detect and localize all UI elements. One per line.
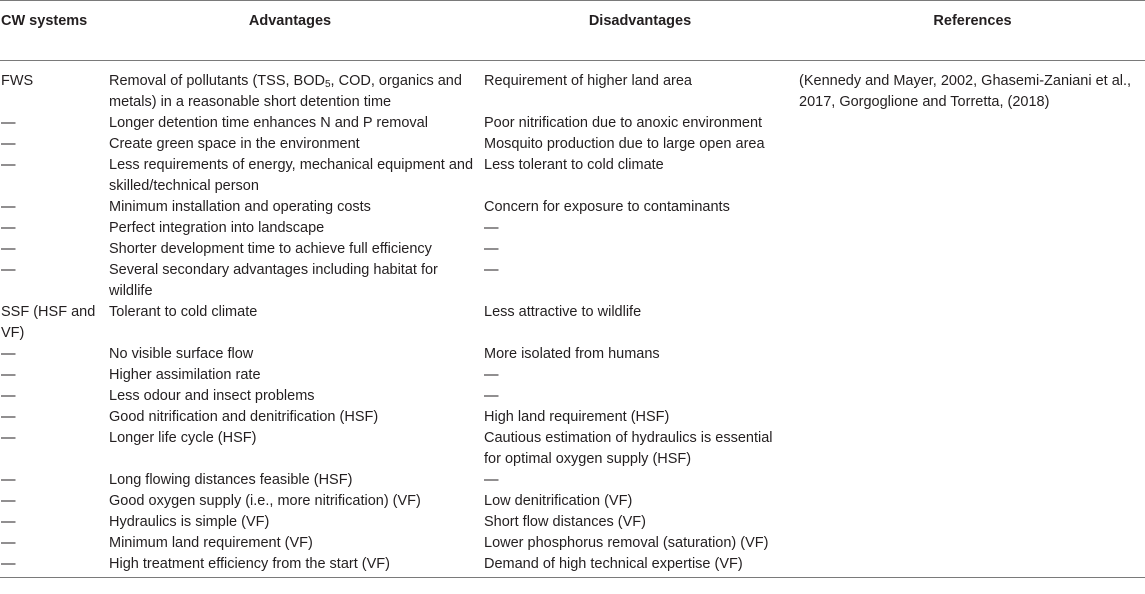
table-row <box>0 407 1145 428</box>
cell-advantage: Tolerant to cold climate <box>109 304 258 320</box>
cell-disadvantage: Lower phosphorus removal (saturation) (VF) <box>484 535 769 551</box>
table-row <box>0 197 1145 218</box>
cell-disadvantage: Short flow distances (VF) <box>484 514 646 530</box>
cell-disadvantage: Requirement of higher land area <box>484 73 692 89</box>
cell-cw-system: — <box>1 241 16 257</box>
cell-cw-system: — <box>1 388 16 404</box>
cell-advantage: No visible surface flow <box>109 346 254 362</box>
cell-cw-system: — <box>1 346 16 362</box>
table-row <box>0 71 1145 113</box>
cell-cw-system: — <box>1 220 16 236</box>
cell-advantage: Minimum land requirement (VF) <box>109 535 313 551</box>
cell-disadvantage: Mosquito production due to large open area <box>484 136 765 152</box>
cell-cw-system: — <box>1 514 16 530</box>
cell-advantage: Less requirements of energy, mechanical equipment and skilled/technical person <box>109 157 474 194</box>
cell-cw-system: FWS <box>1 73 34 89</box>
cell-advantage: Several secondary advantages including habitat for wildlife <box>109 262 438 299</box>
table-bottom-rule <box>0 577 1145 578</box>
table-header <box>0 0 1145 61</box>
header-advantages: Advantages <box>248 13 332 29</box>
cell-cw-system: — <box>1 493 16 509</box>
cell-advantage: Higher assimilation rate <box>109 367 261 383</box>
cell-cw-system: — <box>1 430 16 446</box>
cell-cw-system: — <box>1 535 16 551</box>
cell-disadvantage: High land requirement (HSF) <box>484 409 670 425</box>
cell-advantage: Good nitrification and denitrification (HSF) <box>109 409 379 425</box>
cell-disadvantage: More isolated from humans <box>484 346 660 362</box>
cell-disadvantage: Less attractive to wildlife <box>484 304 642 320</box>
cell-advantage: Long flowing distances feasible (HSF) <box>109 472 353 488</box>
cell-advantage: Longer life cycle (HSF) <box>109 430 257 446</box>
cell-advantage: Create green space in the environment <box>109 136 360 152</box>
cell-disadvantage: — <box>484 388 499 404</box>
cell-advantage: Shorter development time to achieve full efficiency <box>109 241 432 257</box>
cell-cw-system: SSF (HSF and VF) <box>1 304 96 341</box>
cell-advantage: Minimum installation and operating costs <box>109 199 371 215</box>
header-disadvantages: Disadvantages <box>588 13 692 29</box>
table-row <box>0 512 1145 533</box>
table-row <box>0 218 1145 239</box>
cell-advantage: Longer detention time enhances N and P removal <box>109 115 428 131</box>
cell-cw-system: — <box>1 367 16 383</box>
table-row <box>0 365 1145 386</box>
table-row <box>0 533 1145 554</box>
cell-disadvantage: — <box>484 472 499 488</box>
cell-advantage: Less odour and insect problems <box>109 388 315 404</box>
cell-advantage: Good oxygen supply (i.e., more nitrification) (VF) <box>109 493 421 509</box>
cell-reference: (Kennedy and Mayer, 2002, Ghasemi-Zaniani et al., 2017, Gorgoglione and Torretta, (2018) <box>799 73 1132 110</box>
cell-cw-system: — <box>1 199 16 215</box>
table-row <box>0 113 1145 134</box>
table-row <box>0 386 1145 407</box>
cell-cw-system: — <box>1 409 16 425</box>
cell-cw-system: — <box>1 556 16 572</box>
cell-cw-system: — <box>1 136 16 152</box>
cell-advantage: Hydraulics is simple (VF) <box>109 514 270 530</box>
table-row <box>0 302 1145 344</box>
cell-disadvantage: Poor nitrification due to anoxic environment <box>484 115 763 131</box>
cell-advantage: High treatment efficiency from the start (VF) <box>109 556 390 572</box>
cell-cw-system: — <box>1 157 16 173</box>
cell-disadvantage: Concern for exposure to contaminants <box>484 199 730 215</box>
cell-cw-system: — <box>1 115 16 131</box>
cell-disadvantage: — <box>484 367 499 383</box>
cell-disadvantage: — <box>484 262 499 278</box>
cell-disadvantage: Low denitrification (VF) <box>484 493 633 509</box>
table-row <box>0 428 1145 470</box>
header-references: References <box>933 13 1012 29</box>
table-row <box>0 554 1145 575</box>
cell-disadvantage: — <box>484 220 499 236</box>
cell-disadvantage: Demand of high technical expertise (VF) <box>484 556 743 572</box>
table-body <box>0 61 1145 575</box>
table-row <box>0 155 1145 197</box>
table-row <box>0 491 1145 512</box>
cell-advantage: Perfect integration into landscape <box>109 220 325 236</box>
cell-disadvantage: Cautious estimation of hydraulics is essential for optimal oxygen supply (HSF) <box>484 430 773 467</box>
table-row <box>0 470 1145 491</box>
cell-disadvantage: — <box>484 241 499 257</box>
table-row <box>0 344 1145 365</box>
cell-advantage: Removal of pollutants (TSS, $BOD_5$, COD, organics and metals) in a reasonable short detention time <box>109 73 462 110</box>
table-row <box>0 260 1145 302</box>
cell-cw-system: — <box>1 472 16 488</box>
header-cw-systems: CW systems <box>1 13 88 29</box>
table-row <box>0 134 1145 155</box>
table-row <box>0 239 1145 260</box>
cell-cw-system: — <box>1 262 16 278</box>
cell-disadvantage: Less tolerant to cold climate <box>484 157 664 173</box>
